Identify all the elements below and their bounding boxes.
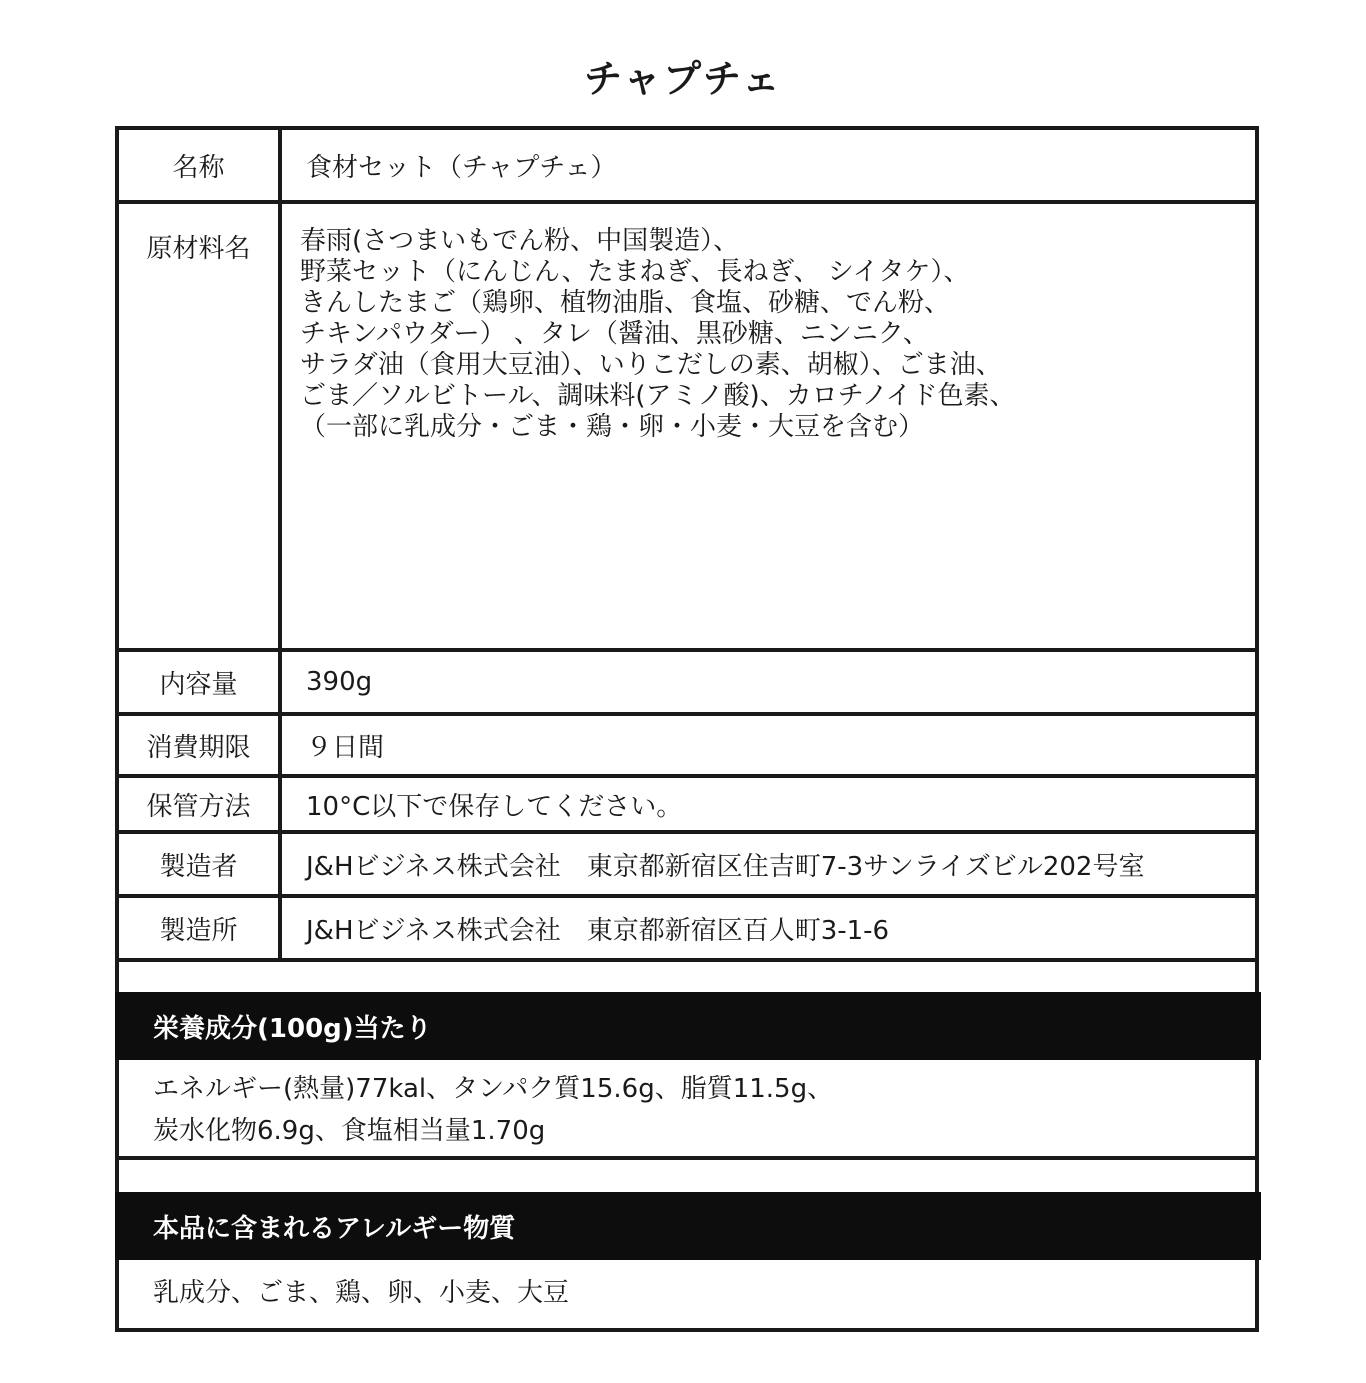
ingredient-line: 野菜セット（にんじん、たまねぎ、長ねぎ、 シイタケ）、 xyxy=(300,257,970,287)
nutrition-values xyxy=(119,1068,1255,1160)
row-label: 消費期限 xyxy=(119,716,282,774)
label-table xyxy=(115,126,1259,1332)
allergy-heading: 本品に含まれるアレルギー物質 xyxy=(115,1192,1261,1260)
nutrition-line: エネルギー(熱量)77kal、タンパク質15.6g、脂質11.5g、 xyxy=(153,1074,834,1104)
row-value: ９日間 xyxy=(306,732,385,763)
nutrition-heading: 栄養成分(100g)当たり xyxy=(115,992,1261,1060)
ingredient-line: （一部に乳成分・ごま・鶏・卵・小麦・大豆を含む） xyxy=(300,412,925,442)
row-label: 内容量 xyxy=(119,652,282,712)
row-ingredients xyxy=(119,204,1255,652)
ingredients-list xyxy=(300,226,1016,443)
ingredient-line: 春雨(さつまいもでん粉、中国製造）、 xyxy=(300,226,740,256)
row-content xyxy=(119,652,1255,716)
row-value: 10°C以下で保存してください。 xyxy=(306,791,683,822)
ingredient-line: ごま／ソルビトール、調味料(アミノ酸)、カロチノイド色素、 xyxy=(300,381,1016,411)
allergy-line: 乳成分、ごま、鶏、卵、小麦、大豆 xyxy=(153,1278,570,1308)
allergy-values xyxy=(119,1272,1255,1312)
row-name xyxy=(119,130,1255,204)
ingredient-line: きんしたまご（鶏卵、植物油脂、食塩、砂糖、でん粉、 xyxy=(300,288,951,318)
page-title: チャプチェ xyxy=(584,57,782,101)
ingredient-line: サラダ油（食用大豆油）、いりこだしの素、胡椒）、ごま油、 xyxy=(300,350,1002,380)
row-factory xyxy=(119,898,1255,962)
row-value xyxy=(282,204,1255,648)
row-manufacturer xyxy=(119,834,1255,898)
row-label: 製造所 xyxy=(119,898,282,958)
nutrition-line: 炭水化物6.9g、食塩相当量1.70g xyxy=(153,1116,546,1146)
row-value: J&Hビジネス株式会社 東京都新宿区百人町3-1-6 xyxy=(306,915,890,946)
row-label: 製造者 xyxy=(119,834,282,894)
row-label: 保管方法 xyxy=(119,778,282,830)
ingredient-line: チキンパウダー） 、タレ（醤油、黒砂糖、ニンニク、 xyxy=(300,319,929,349)
row-value: 390g xyxy=(306,667,373,697)
row-expiry xyxy=(119,716,1255,778)
row-storage xyxy=(119,778,1255,834)
row-value: J&Hビジネス株式会社 東京都新宿区住吉町7-3サンライズビル202号室 xyxy=(306,851,1145,882)
row-label: 名称 xyxy=(119,130,282,200)
row-label: 原材料名 xyxy=(119,204,282,648)
row-value: 食材セット（チャプチェ） xyxy=(306,152,617,183)
